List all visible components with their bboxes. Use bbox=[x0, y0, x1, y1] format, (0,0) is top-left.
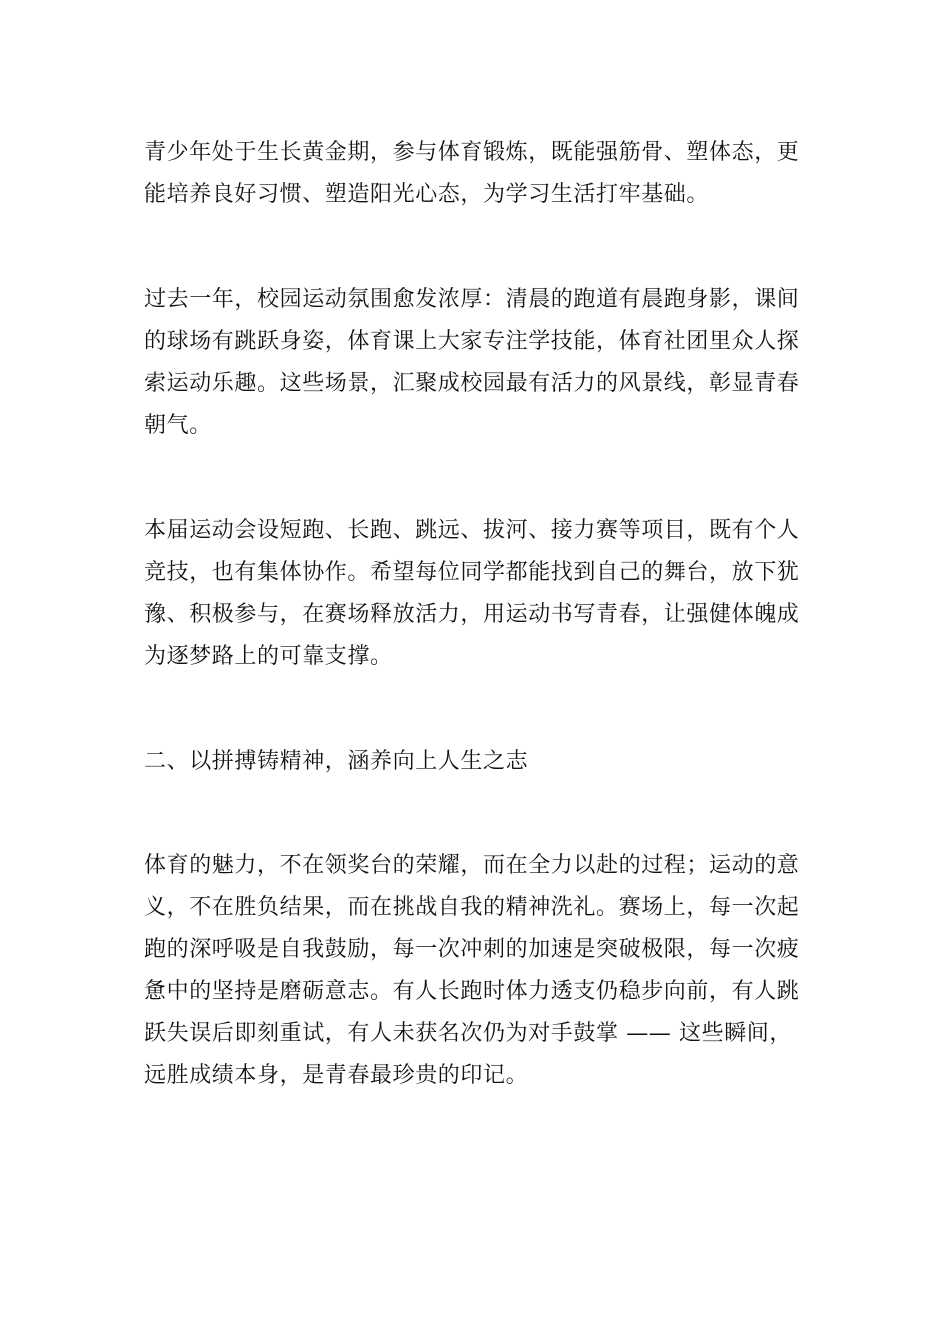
text-line: 竞技，也有集体协作。希望每位同学都能找到自己的舞台，放下犹 bbox=[144, 560, 800, 585]
text-line: 义，不在胜负结果，而在挑战自我的精神洗礼。赛场上，每一次起 bbox=[144, 895, 800, 920]
text-line: 青少年处于生长黄金期，参与体育锻炼，既能强筋骨、塑体态，更 bbox=[144, 140, 800, 165]
text-line: 本届运动会设短跑、长跑、跳远、拔河、接力赛等项目，既有个人 bbox=[144, 518, 800, 543]
text-line: 跃失误后即刻重试，有人未获名次仍为对手鼓掌 —— 这些瞬间， bbox=[144, 1021, 792, 1046]
paragraph-youth-growth bbox=[144, 132, 808, 216]
document-page bbox=[144, 132, 808, 1160]
paragraph-sports-events bbox=[144, 510, 808, 678]
text-line: 索运动乐趣。这些场景，汇聚成校园最有活力的风景线，彰显青春 bbox=[144, 371, 800, 396]
section-heading: 二、以拼搏铸精神，涵养向上人生之志 bbox=[144, 749, 529, 774]
text-line: 朝气。 bbox=[144, 413, 212, 438]
text-line: 跑的深呼吸是自我鼓励，每一次冲刺的加速是突破极限，每一次疲 bbox=[144, 937, 800, 962]
paragraph-sports-spirit bbox=[144, 845, 808, 1097]
paragraph-campus-atmosphere bbox=[144, 279, 808, 447]
text-line: 远胜成绩本身，是青春最珍贵的印记。 bbox=[144, 1063, 529, 1088]
text-line: 过去一年，校园运动氛围愈发浓厚：清晨的跑道有晨跑身影，课间 bbox=[144, 287, 800, 312]
text-line: 惫中的坚持是磨砺意志。有人长跑时体力透支仍稳步向前，有人跳 bbox=[144, 979, 800, 1004]
text-line: 能培养良好习惯、塑造阳光心态，为学习生活打牢基础。 bbox=[144, 182, 710, 207]
text-line: 为逐梦路上的可靠支撑。 bbox=[144, 644, 393, 669]
text-line: 的球场有跳跃身姿，体育课上大家专注学技能，体育社团里众人探 bbox=[144, 329, 800, 354]
text-line: 豫、积极参与，在赛场释放活力，用运动书写青春，让强健体魄成 bbox=[144, 602, 800, 627]
text-line: 体育的魅力，不在领奖台的荣耀，而在全力以赴的过程；运动的意 bbox=[144, 853, 800, 878]
